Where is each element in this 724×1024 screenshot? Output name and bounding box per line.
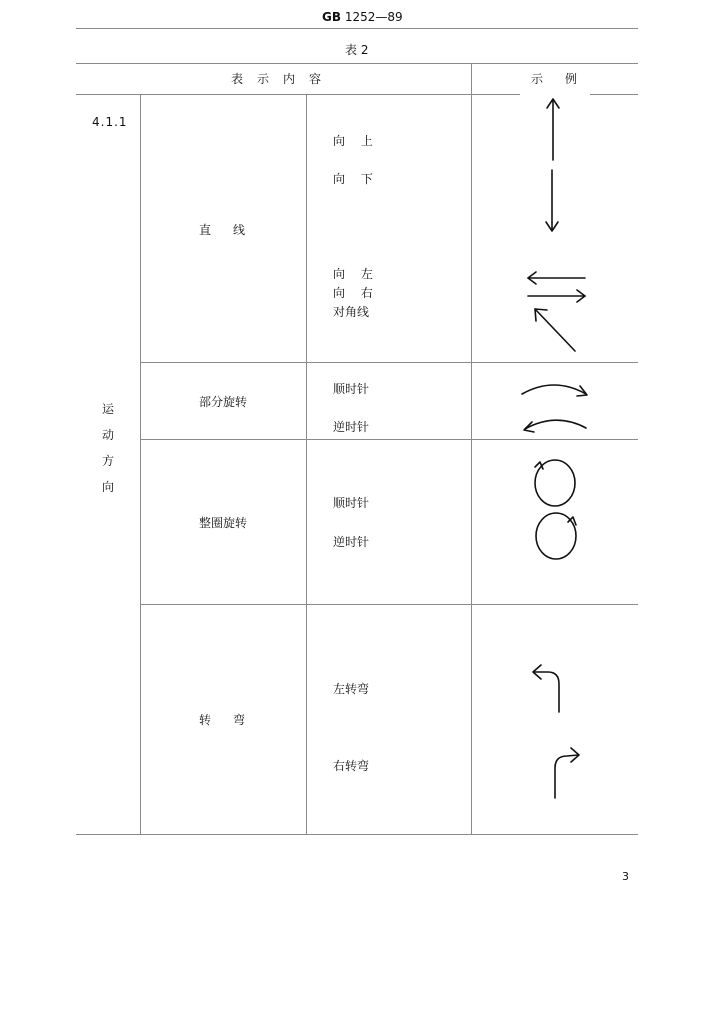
group-name-straight: 直线	[199, 223, 268, 237]
full-counterclockwise-circle-icon	[531, 508, 583, 564]
header-bottom-rule-right	[590, 94, 638, 95]
column-divider-3	[471, 63, 472, 834]
row-separator-1	[140, 362, 638, 363]
turn-right-arrow-icon	[545, 744, 585, 802]
table-bottom-rule	[76, 834, 638, 835]
column-divider-2	[306, 94, 307, 834]
row-separator-3	[140, 604, 638, 605]
table-caption: 表 2	[345, 43, 369, 57]
diagonal-arrow-icon	[530, 304, 580, 354]
group-name-turn: 转弯	[199, 713, 268, 727]
item-diagonal: 对角线	[333, 305, 370, 319]
left-arrow-icon	[525, 270, 589, 286]
item-partial-clockwise: 顺时针	[333, 382, 370, 396]
item-turn-left: 左转弯	[333, 682, 370, 696]
full-clockwise-circle-icon	[530, 455, 582, 511]
item-right: 向 右	[333, 286, 379, 300]
partial-counterclockwise-arc-icon	[518, 412, 594, 436]
item-down: 向 下	[333, 172, 379, 186]
item-full-counterclockwise: 逆时针	[333, 535, 370, 549]
vertical-double-arrow-icon	[540, 96, 566, 236]
header-bottom-rule	[76, 94, 520, 95]
column-header-content: 表示内容	[231, 72, 336, 86]
right-arrow-icon	[525, 288, 589, 304]
item-partial-counterclockwise: 逆时针	[333, 420, 370, 434]
item-left: 向 左	[333, 267, 379, 281]
standard-number: 1252—89	[344, 10, 403, 24]
group-name-full-rotation: 整圈旋转	[199, 516, 248, 530]
header-rule	[76, 28, 638, 29]
page-header	[322, 10, 403, 24]
row-separator-2	[140, 439, 638, 440]
item-up: 向 上	[333, 134, 379, 148]
column-divider-1	[140, 94, 141, 834]
item-turn-right: 右转弯	[333, 759, 370, 773]
page-number: 3	[622, 870, 629, 883]
partial-clockwise-arc-icon	[518, 376, 594, 400]
turn-left-arrow-icon	[528, 660, 568, 716]
column-header-example: 示例	[531, 72, 600, 86]
table-top-rule	[76, 63, 638, 64]
section-number: 4.1.1	[92, 115, 128, 129]
section-name: 运动方向	[101, 402, 114, 494]
item-full-clockwise: 顺时针	[333, 496, 370, 510]
group-name-partial-rotation: 部分旋转	[199, 395, 248, 409]
standard-prefix: GB	[322, 10, 341, 24]
